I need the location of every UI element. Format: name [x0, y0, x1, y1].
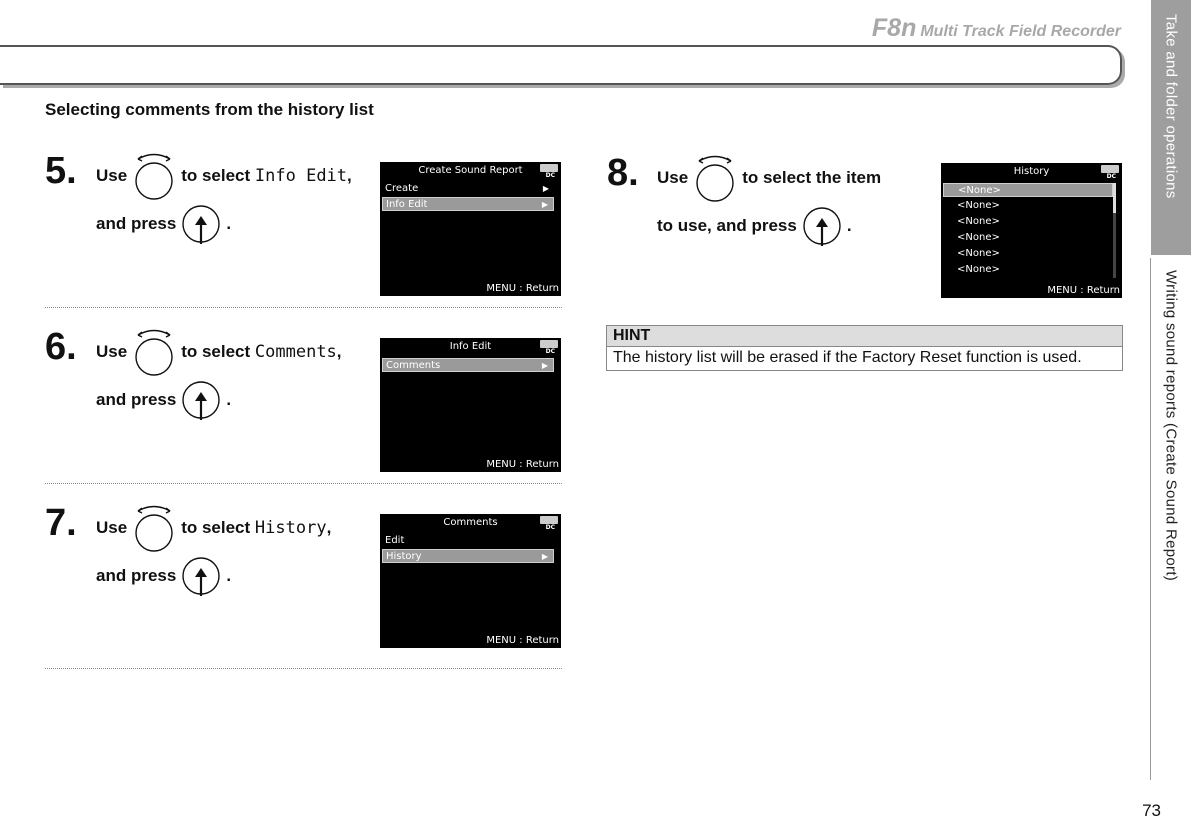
side-tab-label: Writing sound reports (Create Sound Report)	[1162, 270, 1180, 582]
model-subtitle: Multi Track Field Recorder	[920, 23, 1121, 40]
power-badge: DC	[545, 172, 555, 179]
side-divider	[1150, 258, 1151, 780]
screen-row-label: Create	[385, 183, 419, 194]
select-label: to select the item	[742, 168, 882, 187]
page-number: 73	[1142, 801, 1161, 820]
screen-row	[943, 231, 1115, 245]
section-title: Selecting comments from the history list	[45, 100, 374, 119]
device-screen-create-sound-report	[380, 162, 561, 296]
screen-row-label: Edit	[385, 535, 405, 546]
press-dial-icon	[180, 554, 222, 598]
screen-title: Create Sound Report	[418, 165, 523, 176]
period: .	[846, 216, 852, 235]
screen-row-selected	[943, 183, 1113, 197]
screen-footer: MENU : Return	[486, 283, 559, 294]
press-label: and press	[96, 390, 177, 409]
press-label: to use, and press	[657, 216, 797, 235]
period: .	[226, 214, 232, 233]
device-screen-history	[941, 163, 1122, 298]
battery-icon	[540, 340, 558, 348]
use-label: Use	[96, 166, 128, 185]
battery-icon	[1101, 165, 1119, 173]
screen-row	[382, 534, 554, 548]
use-label: Use	[96, 518, 128, 537]
comma: ,	[336, 342, 342, 361]
step-line-1	[96, 326, 342, 378]
scrollbar-thumb	[1113, 183, 1116, 213]
screen-row-label: <None>	[957, 232, 1000, 243]
press-dial-icon	[180, 378, 222, 422]
press-dial-icon	[180, 202, 222, 246]
screen-row	[943, 263, 1115, 277]
step-line-1	[657, 152, 881, 204]
screen-row-label: <None>	[957, 200, 1000, 211]
menu-item-name: Info Edit	[254, 166, 348, 186]
period: .	[226, 566, 232, 585]
menu-item-name: Comments	[254, 342, 337, 362]
side-tab-label: Take and folder operations	[1162, 14, 1180, 199]
screen-row	[943, 215, 1115, 229]
title-bar	[0, 45, 1122, 85]
dial-icon	[133, 502, 175, 554]
screen-row-label: <None>	[957, 264, 1000, 275]
hint-label: HINT	[607, 326, 1122, 347]
power-badge: DC	[545, 348, 555, 355]
screen-row-label: <None>	[957, 216, 1000, 227]
step-number: 6.	[45, 326, 77, 368]
select-label: to select	[181, 166, 251, 185]
use-label: Use	[657, 168, 689, 187]
device-screen-info-edit	[380, 338, 561, 472]
divider	[45, 307, 562, 308]
press-dial-icon	[801, 204, 843, 248]
step-line-2	[96, 202, 231, 246]
battery-icon	[540, 164, 558, 172]
arrow-right-icon: ▶	[542, 184, 549, 193]
comma: ,	[326, 518, 332, 537]
hint-box	[606, 325, 1123, 371]
screen-title: Comments	[443, 517, 498, 528]
screen-row-label: <None>	[957, 248, 1000, 259]
screen-row-label: Info Edit	[386, 199, 428, 210]
arrow-right-icon: ▶	[541, 361, 548, 370]
dial-icon	[133, 150, 175, 202]
brand	[872, 14, 1121, 43]
screen-footer: MENU : Return	[486, 459, 559, 470]
screen-footer: MENU : Return	[1047, 285, 1120, 296]
select-label: to select	[181, 342, 251, 361]
step-line-2	[96, 554, 231, 598]
device-screen-comments	[380, 514, 561, 648]
select-label: to select	[181, 518, 251, 537]
screen-row-selected	[382, 197, 554, 211]
comma: ,	[347, 166, 352, 185]
model-name: F8n	[871, 14, 917, 42]
dial-icon	[133, 326, 175, 378]
power-badge: DC	[545, 524, 555, 531]
use-label: Use	[96, 342, 128, 361]
divider	[45, 668, 562, 669]
press-label: and press	[96, 214, 177, 233]
hint-text: The history list will be erased if the Factory Reset function is used.	[613, 349, 1082, 366]
screen-title: History	[1013, 166, 1050, 177]
battery-icon	[540, 516, 558, 524]
screen-row-label: History	[386, 551, 422, 562]
step-number: 5.	[45, 150, 77, 192]
screen-footer: MENU : Return	[486, 635, 559, 646]
screen-scrollbar	[1113, 183, 1116, 278]
step-line-2	[96, 378, 231, 422]
side-tab-sound-reports[interactable]	[1151, 258, 1191, 588]
step-line-2	[657, 204, 852, 248]
screen-row-label: Comments	[386, 360, 441, 371]
screen-row	[382, 182, 554, 196]
arrow-right-icon: ▶	[541, 200, 548, 209]
screen-row-selected	[382, 549, 554, 563]
step-number: 7.	[45, 502, 77, 544]
side-tab-take-folder[interactable]	[1151, 0, 1191, 255]
screen-row-selected	[382, 358, 554, 372]
screen-row	[943, 247, 1115, 261]
divider	[45, 483, 562, 484]
arrow-right-icon: ▶	[541, 552, 548, 561]
power-badge: DC	[1106, 173, 1116, 180]
step-line-1	[96, 150, 352, 202]
screen-title: Info Edit	[449, 341, 492, 352]
menu-item-name: History	[254, 518, 327, 538]
period: .	[226, 390, 232, 409]
screen-row	[943, 199, 1115, 213]
screen-row-label: <None>	[958, 185, 1001, 196]
step-number: 8.	[607, 152, 639, 194]
press-label: and press	[96, 566, 177, 585]
dial-icon	[694, 152, 736, 204]
step-line-1	[96, 502, 331, 554]
